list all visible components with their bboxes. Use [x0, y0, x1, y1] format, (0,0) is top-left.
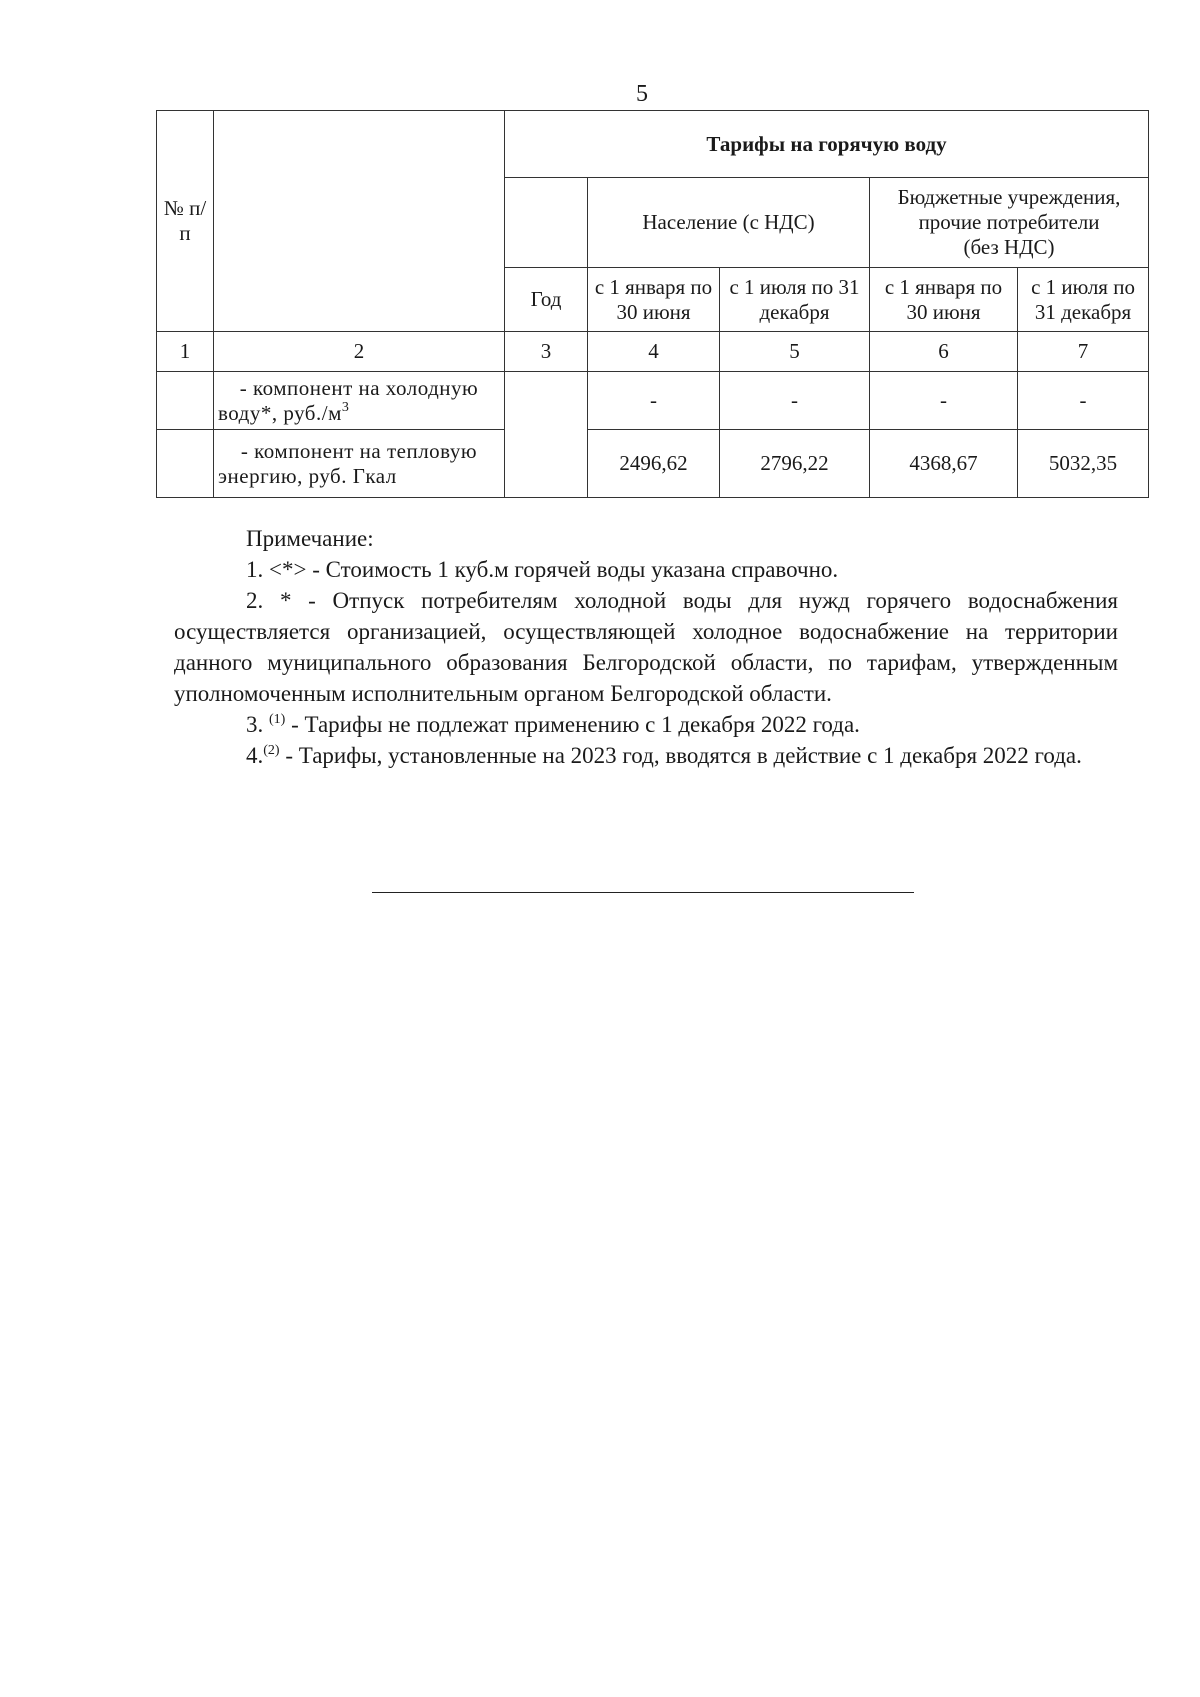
- value-cell: 4368,67: [870, 430, 1018, 498]
- header-row-number: № п/п: [157, 111, 214, 332]
- note-1: 1. <*> - Стоимость 1 куб.м горячей воды указана справочно.: [246, 557, 839, 582]
- header-year-blank: [505, 178, 588, 268]
- year-cell-blank: [505, 372, 588, 498]
- value-cell: -: [1018, 372, 1149, 430]
- page-number: 5: [636, 81, 648, 107]
- col-number: 6: [870, 332, 1018, 372]
- row-label: - компонент на тепловую энергию, руб. Гкал: [214, 430, 505, 498]
- group-budget: [870, 178, 1149, 268]
- note-4: 4.$^{(2)}$ - Тарифы, установленные на 2023 год, вводятся в действие с 1 декабря 2022 года.: [246, 743, 1082, 768]
- col-number: 1: [157, 332, 214, 372]
- col-number: 5: [720, 332, 870, 372]
- col-number: 2: [214, 332, 505, 372]
- col-number: 7: [1018, 332, 1149, 372]
- notes-heading: Примечание:: [246, 526, 374, 551]
- period-population-h1: с 1 января по 30 июня: [588, 268, 720, 332]
- group-population: Население (с НДС): [588, 178, 870, 268]
- footnote-marker: (1): [269, 712, 286, 727]
- row-label: - компонент на холодную воду*, $руб./м^3$: [214, 372, 505, 430]
- notes: [174, 523, 1118, 771]
- period-budget-h1: с 1 января по 30 июня: [870, 268, 1018, 332]
- col-number: 4: [588, 332, 720, 372]
- table-title: Тарифы на горячую воду: [505, 111, 1149, 178]
- row-number-blank: [157, 372, 214, 430]
- tariff-table: [156, 110, 1149, 498]
- group-budget-line1: Бюджетные учреждения,: [897, 185, 1121, 209]
- col-number: 3: [505, 332, 588, 372]
- end-rule: [372, 892, 914, 893]
- header-year: Год: [505, 268, 588, 332]
- note-2: 2. * - Отпуск потребителям холодной воды для нужд горячего водоснабжения осуществляется организацией, осуществляющей холодное водоснабжение на территории данного муниципального образования Белгородской области, по тарифам, утвержденным уполномоченным исполнительным органом Белгородской области.: [174, 588, 1118, 706]
- footnote-marker: (2): [263, 743, 280, 758]
- table-row: [157, 372, 1149, 430]
- value-cell: 2796,22: [720, 430, 870, 498]
- value-cell: 2496,62: [588, 430, 720, 498]
- note-3: 3. $^{(1)}$ - Тарифы не подлежат применению с 1 декабря 2022 года.: [246, 712, 860, 737]
- period-population-h2: с 1 июля по 31 декабря: [720, 268, 870, 332]
- row-number-blank: [157, 430, 214, 498]
- value-cell: 5032,35: [1018, 430, 1149, 498]
- value-cell: -: [588, 372, 720, 430]
- period-budget-h2: с 1 июля по 31 декабря: [1018, 268, 1149, 332]
- group-budget-line3: (без НДС): [963, 235, 1055, 259]
- table-row: [157, 430, 1149, 498]
- value-cell: -: [720, 372, 870, 430]
- group-budget-line2: прочие потребители: [918, 210, 1100, 234]
- value-cell: -: [870, 372, 1018, 430]
- header-description-blank: [214, 111, 505, 332]
- unit-superscript: 3: [341, 399, 350, 415]
